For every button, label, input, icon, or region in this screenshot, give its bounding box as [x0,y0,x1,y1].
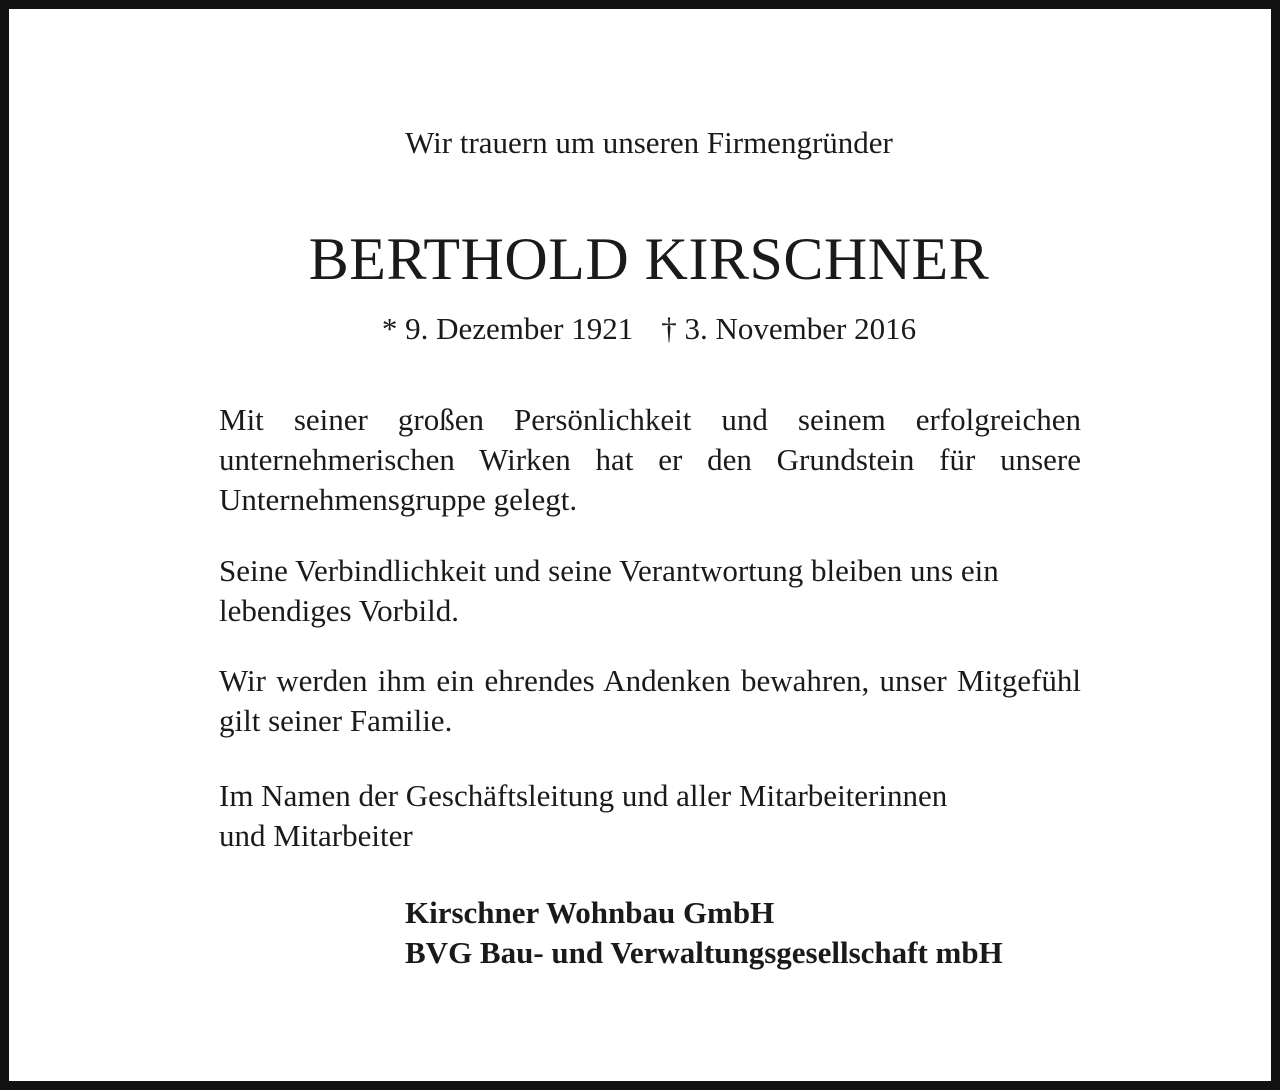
signatory-company: Kirschner Wohnbau GmbH [405,895,775,930]
paragraph-legacy: Seine Verbindlichkeit und seine Verantwortung bleiben uns ein lebendiges Vorbild. [219,553,999,628]
closing-line: und Mitarbeiter [219,818,413,853]
life-dates [9,309,1280,349]
closing-text [219,776,1081,856]
intro-line: Wir trauern um unseren Firmengründer [405,125,893,160]
signatory-company: BVG Bau- und Verwaltungsgesellschaft mbH [405,935,1003,970]
closing-line: Im Namen der Geschäftsleitung und aller Mitarbeiterinnen [219,778,948,813]
paragraph-remembrance: Wir werden ihm ein ehrendes Andenken bewahren, unser Mitgefühl gilt seiner Familie. [219,663,1081,738]
birth-date: * 9. Dezember 1921 [381,311,634,346]
signature-block [405,893,1003,973]
paragraph-tribute: Mit seiner großen Persönlichkeit und seinem erfolgreichen unternehmerischen Wirken hat er den Grundstein für unsere Unternehmensgruppe gelegt. [219,402,1081,517]
deceased-name: BERTHOLD KIRSCHNER [308,226,990,292]
death-date: † 3. November 2016 [661,311,917,346]
